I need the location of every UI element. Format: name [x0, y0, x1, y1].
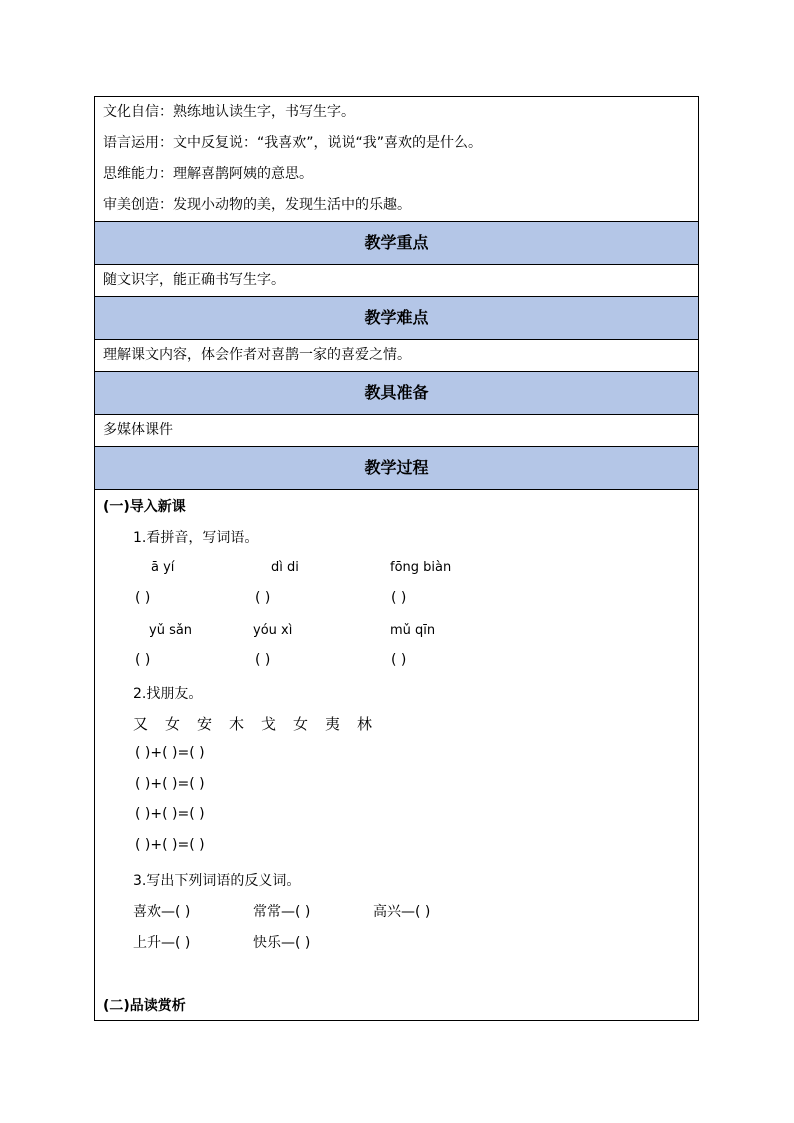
lesson-plan-table — [94, 96, 699, 1021]
process-cell — [95, 490, 699, 1021]
answer-blank: ( ) — [255, 652, 271, 668]
character: 安 — [197, 715, 213, 733]
difficulty-content: 理解课文内容，体会作者对喜鹊一家的喜爱之情。 — [103, 347, 411, 363]
character-list — [133, 713, 389, 734]
answer-blank: ( ) — [135, 590, 151, 606]
pinyin-item: yǔ sǎn — [149, 623, 193, 638]
objectives-cell — [95, 97, 699, 222]
objective-culture: 文化自信：熟练地认读生字，书写生字。 — [103, 104, 355, 120]
section-heading-reading: (二)品读赏析 — [103, 998, 186, 1014]
character: 夷 — [325, 715, 341, 733]
lesson-plan-document — [94, 96, 699, 1021]
antonym-item: 快乐—( ) — [253, 935, 311, 951]
character: 女 — [165, 715, 181, 733]
objective-thinking: 思维能力：理解喜鹊阿姨的意思。 — [103, 166, 313, 182]
character: 木 — [229, 715, 245, 733]
objectives-row — [95, 97, 699, 222]
antonym-item: 上升—( ) — [133, 935, 191, 951]
answer-blank: ( ) — [135, 652, 151, 668]
objective-aesthetics: 审美创造：发现小动物的美，发现生活中的乐趣。 — [103, 197, 411, 213]
equation-line: ( )+( )=( ) — [135, 745, 205, 761]
materials-content: 多媒体课件 — [103, 422, 173, 438]
process-content — [95, 490, 698, 1020]
question-2: 2.找朋友。 — [133, 686, 203, 702]
character: 又 — [133, 715, 149, 733]
question-3: 3.写出下列词语的反义词。 — [133, 873, 301, 889]
pinyin-item: fōng biàn — [390, 560, 452, 575]
pinyin-item: dì di — [271, 560, 299, 575]
key-point-header: 教学重点 — [95, 222, 699, 265]
character: 林 — [357, 715, 373, 733]
pinyin-item: mǔ qīn — [390, 623, 436, 638]
section-heading-intro: (一)导入新课 — [103, 499, 186, 515]
pinyin-item: yóu xì — [253, 623, 293, 638]
answer-blank: ( ) — [391, 652, 407, 668]
materials-header: 教具准备 — [95, 372, 699, 415]
answer-blank: ( ) — [255, 590, 271, 606]
answer-blank: ( ) — [391, 590, 407, 606]
question-1: 1.看拼音，写词语。 — [133, 530, 259, 546]
antonym-item: 喜欢—( ) — [133, 904, 191, 920]
character: 女 — [293, 715, 309, 733]
objective-language: 语言运用：文中反复说：“我喜欢”，说说“我”喜欢的是什么。 — [103, 135, 483, 151]
difficulty-header: 教学难点 — [95, 297, 699, 340]
pinyin-item: ā yí — [151, 560, 175, 575]
equation-line: ( )+( )=( ) — [135, 806, 205, 822]
equation-line: ( )+( )=( ) — [135, 837, 205, 853]
antonym-item: 高兴—( ) — [373, 904, 431, 920]
process-header: 教学过程 — [95, 447, 699, 490]
key-point-content: 随文识字，能正确书写生字。 — [103, 272, 285, 288]
equation-line: ( )+( )=( ) — [135, 776, 205, 792]
antonym-item: 常常—( ) — [253, 904, 311, 920]
character: 戈 — [261, 715, 277, 733]
